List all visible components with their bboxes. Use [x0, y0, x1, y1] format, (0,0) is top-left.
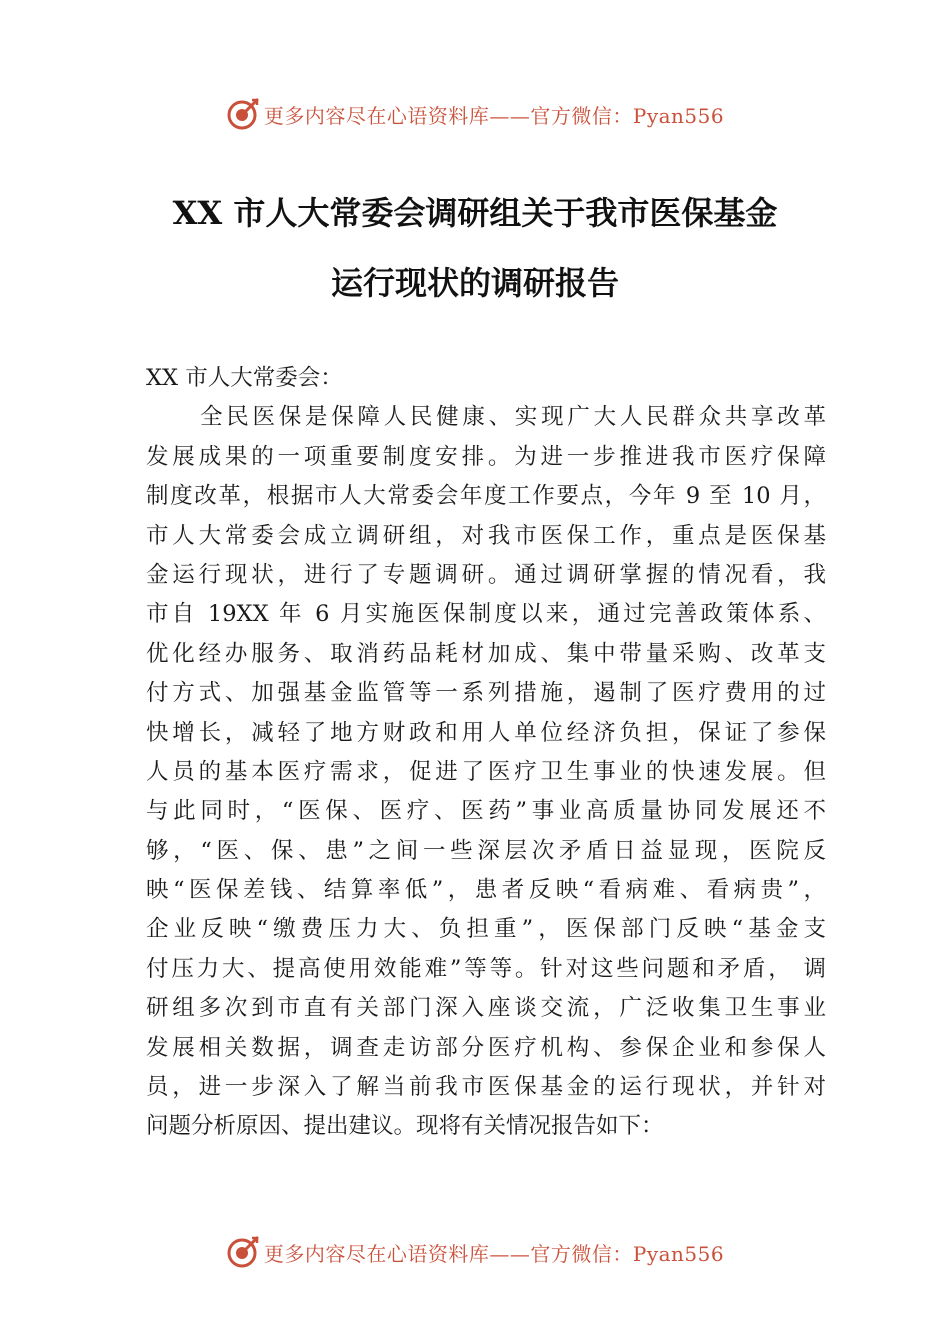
- paragraph-line: 付方式、加强基金监管等一系列措施，遏制了医疗费用的过: [146, 680, 826, 707]
- paragraph-line: 市自 19XX 年 6 月实施医保制度以来，通过完善政策体系、: [146, 601, 826, 628]
- paragraph-line: 企业反映“缴费压力大、负担重”，医保部门反映“基金支: [146, 916, 826, 943]
- paragraph-line: 够，“医、保、患”之间一些深层次矛盾日益显现，医院反: [146, 837, 826, 864]
- paragraph-line: 研组多次到市直有关部门深入座谈交流，广泛收集卫生事业: [146, 995, 826, 1022]
- watermark-text-top: 更多内容尽在心语资料库——官方微信：Pyan556: [263, 103, 725, 128]
- paragraph-line: 与此同时，“医保、医疗、医药”事业高质量协同发展还不: [146, 798, 826, 825]
- paragraph-line: 发展相关数据，调查走访部分医疗机构、参保企业和参保人: [146, 1034, 826, 1061]
- brand-logo-icon: [226, 1235, 260, 1269]
- watermark-banner-top: [0, 94, 950, 134]
- document-title-line-1: XX 市人大常委会调研组关于我市医保基金: [172, 194, 778, 232]
- paragraph-line: 优化经办服务、取消药品耗材加成、集中带量采购、改革支: [146, 640, 826, 667]
- paragraph-line: 映“医保差钱、结算率低”，患者反映“看病难、看病贵”，: [146, 877, 826, 904]
- paragraph-line: 市人大常委会成立调研组，对我市医保工作，重点是医保基: [146, 522, 826, 549]
- paragraph-line: 全民医保是保障人民健康、实现广大人民群众共享改革: [200, 404, 826, 431]
- document-title-line-2: 运行现状的调研报告: [330, 264, 619, 302]
- paragraph-line: 员，进一步深入了解当前我市医保基金的运行现状，并针对: [146, 1074, 826, 1101]
- paragraph-line: 人员的基本医疗需求，促进了医疗卫生事业的快速发展。但: [146, 758, 826, 785]
- paragraph-line: 付压力大、提高使用效能难”等等。针对这些问题和矛盾， 调: [146, 955, 826, 982]
- watermark-banner-bottom: [0, 1232, 950, 1272]
- paragraph-line: 问题分析原因、提出建议。现将有关情况报告如下：: [146, 1113, 664, 1140]
- salutation: XX 市人大常委会：: [146, 365, 343, 391]
- paragraph-line: 发展成果的一项重要制度安排。为进一步推进我市医疗保障: [146, 443, 826, 470]
- brand-logo-icon: [226, 97, 260, 131]
- watermark-text-bottom: 更多内容尽在心语资料库——官方微信：Pyan556: [263, 1241, 725, 1266]
- paragraph-line: 快增长，减轻了地方财政和用人单位经济负担，保证了参保: [146, 719, 826, 746]
- document-body: [146, 359, 826, 1147]
- paragraph-line: 制度改革，根据市人大常委会年度工作要点，今年 9 至 10 月，: [146, 483, 826, 510]
- paragraph-line: 金运行现状，进行了专题调研。通过调研掌握的情况看，我: [146, 561, 826, 588]
